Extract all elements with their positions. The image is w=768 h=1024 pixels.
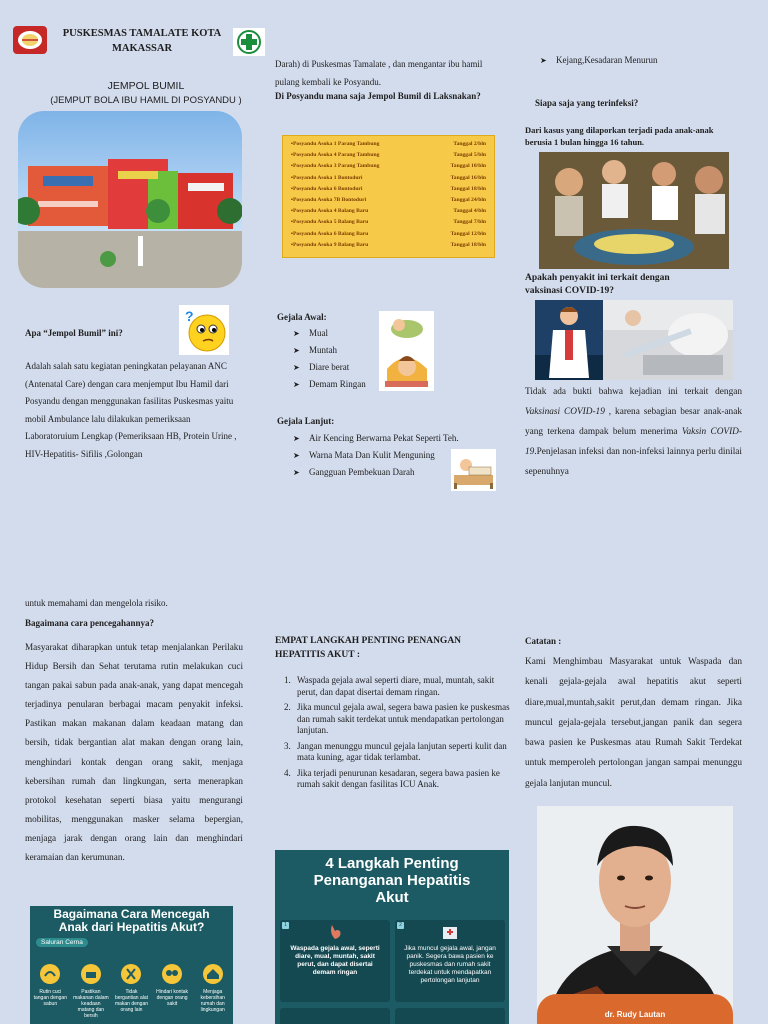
- col1-continuation: untuk memahami dan mengelola risiko.: [25, 598, 168, 608]
- schedule-row: [291, 173, 486, 184]
- prevent-item-label: Menjaga kebersihan rumah dan lingkungan: [200, 989, 225, 1013]
- schedule-row: [291, 150, 486, 161]
- covid-vaksinasi-term: Vaksinasi COVID-19: [525, 407, 605, 417]
- prevent-infographic: [30, 906, 233, 1024]
- schedule-date: Tanggal 5/bln: [453, 152, 486, 159]
- step-item: 1. Waspada gejala awal seperti diare, mual, muntah, sakit perut, dan dapat disertai demam ringan.: [293, 675, 513, 698]
- doctor-clipart: [535, 300, 603, 380]
- schedule-row: [291, 217, 486, 228]
- vaccine-syringe-illustration: [603, 300, 733, 380]
- prevent-item: [32, 964, 68, 1019]
- late-symptoms-heading: Gejala Lanjut:: [277, 416, 335, 426]
- covid-heading: Apakah penyakit ini terkait dengan vaksinasi COVID-19?: [525, 273, 670, 296]
- nausea-clipart-icon: [379, 311, 434, 391]
- schedule-posyandu-name: ▪ Posyandu Asoka 4 Balang Baru: [291, 206, 368, 217]
- sick-person-clipart: [379, 311, 434, 391]
- symptom-item: ➤ Gangguan Pembekuan Darah: [293, 464, 493, 481]
- vaccination-photo: [603, 300, 733, 380]
- prevent-infographic-tag: Saluran Cerna: [36, 938, 88, 947]
- symptom-item: ➤ Mual: [293, 325, 443, 342]
- schedule-posyandu-name: ▪ Posyandu Asoka 4 Parang Tambung: [291, 150, 379, 161]
- prevent-item-label: Pastikan makanan dalam keadaan matang dan bersih: [73, 989, 109, 1019]
- thinking-face-icon: [179, 305, 229, 355]
- prevent-item-label: Hindari kontak dengan orang sakit: [156, 989, 189, 1007]
- step-card-partial: [280, 1008, 390, 1024]
- symptom-item: ➤ Kejang,Kesadaran Menurun: [540, 52, 740, 69]
- steps-infographic: [275, 850, 509, 1024]
- puskesmas-logo: [12, 25, 48, 55]
- notes-heading: Catatan :: [525, 636, 562, 646]
- symptom-item: ➤ Warna Mata Dan Kulit Menguning: [293, 447, 493, 464]
- green-cross-icon: [233, 28, 265, 56]
- prevent-item: [113, 964, 149, 1019]
- schedule-posyandu-name: ▪ Posyandu Asoka 1 Bontoduri: [291, 173, 362, 184]
- header-title: [50, 26, 234, 56]
- prevent-item: [195, 964, 231, 1019]
- children-eating-photo: [539, 152, 729, 269]
- doctor-icon: [535, 300, 603, 380]
- steps-list: [275, 675, 513, 795]
- doctor-portrait: [537, 806, 733, 1024]
- handwash-icon: [40, 964, 60, 984]
- what-is-body: Adalah salah satu kegiatan peningkatan pelayanan ANC (Antenatal Care) dengan cara menjemput Ibu Hamil dari Posyandu dengan menggunakan fasilitas Puskesmas yaitu mobil Ambulance lalu dilakukan pemeriksaan Laboratoruium Lengkap (Pemeriksaan HB, Protein Urine , HIV-Hepatitis- Sifilis ,Golongan: [25, 361, 237, 459]
- prevent-icons-row: [30, 964, 233, 1019]
- schedule-date: Tanggal 10/bln: [450, 163, 486, 170]
- schedule-row: [291, 184, 486, 195]
- schedule-date: Tanggal 16/bln: [450, 174, 486, 181]
- step-card-partial: [395, 1008, 505, 1024]
- doctor-portrait-illustration: [537, 806, 733, 1024]
- step-item: 2. Jika muncul gejala awal, segera bawa pasien ke puskesmas dan rumah sakit terdekat untuk mendapatkan pertolongan lanjutan.: [293, 702, 513, 737]
- schedule-posyandu-name: ▪ Posyandu Asoka 1 Parang Tambung: [291, 139, 379, 150]
- covid-vaksin-term: Vaksin COVID-19: [525, 427, 742, 457]
- prevent-item-label: Tidak bergantian alat makan dengan orang lain: [114, 989, 149, 1013]
- header-title-line1: PUSKESMAS TAMALATE KOTA: [62, 28, 222, 39]
- schedule-row: [291, 206, 486, 217]
- clean-house-icon: [203, 964, 223, 984]
- step-item: 4. Jika terjadi penurunan kesadaran, segera bawa pasien ke rumah sakit dengan fasilitas ICU Anak.: [293, 768, 513, 791]
- schedule-date: Tanggal 18/bln: [450, 241, 486, 248]
- schedule-date: Tanggal 24/bln: [450, 196, 486, 203]
- covid-body-part1: Tidak ada bukti bahwa kejadian ini terkait dengan: [525, 387, 742, 397]
- avoid-contact-icon: [162, 964, 182, 984]
- puskesmas-building-photo: [18, 111, 242, 288]
- header-title-line2: MAKASSAR: [111, 43, 173, 54]
- notes-body: Kami Menghimbau Masyarakat untuk Waspada dan kenali gejala-gejala awal hepatitis akut seperti diare,mual,muntah,sakit perut,dan demam ringan. Jika muncul gejala-gejala tersebut,jangan panik dan segera bawa pasien ke Puskesmas atau Rumah Sakit Terdekat untuk memperoleh pertolongan jangan sampai menunggu gejala lanjutan muncul.: [525, 657, 742, 789]
- doctor-name: dr. Rudy Lautan: [604, 1010, 666, 1019]
- stomach-icon: [327, 923, 343, 941]
- col3-top-bullet: [540, 52, 740, 69]
- prevent-item-label: Rutin cuci tangan dengan sabun: [33, 989, 67, 1007]
- step-card: [395, 920, 505, 1002]
- prevent-body: Masyarakat diharapkan untuk tetap menjalankan Perilaku Hidup Bersih dan Sehat terutama rutin melakukan cuci tangan pakai sabun pada anak-anak, yang dapat mencegah terjadinya penularan berbagai macam penyakit infeksi. Pastikan makan makanan dalam keadaan matang dan bersih, tidak bergantian alat makan dengan orang lain, menghindari kontak dengan orang sakit, menjaga kebersihan rumah dan lingkungan, serta menerapkan protokol kesehatan seperti biasa yaitu mengurangi mobilitas, menggunakan masker selama bepergian, menjaga jarak dengan orang lain dan menghindari keramaian dan kerumunan.: [25, 642, 243, 863]
- covid-body-part3: .Penjelasan infeksi dan non-infeksi lainnya perlu dinilai sepenuhnya: [525, 447, 742, 477]
- cutlery-icon: [121, 964, 141, 984]
- step-card-text: Waspada gejala awal, seperti diare, mual, muntah, sakit perut, dan dapat disertai demam ringan: [290, 945, 380, 976]
- symptom-item: ➤ Diare berat: [293, 359, 443, 376]
- thinking-emoji-image: [179, 305, 229, 355]
- schedule-date: Tanggal 4/bln: [453, 208, 486, 215]
- health-cross-logo: [233, 28, 265, 56]
- prevent-item: [154, 964, 190, 1019]
- schedule-row: [291, 240, 486, 251]
- prevent-item: [73, 964, 109, 1019]
- posyandu-schedule-table: [282, 135, 495, 258]
- schedule-posyandu-name: ▪ Posyandu Asoka 6 Balang Baru: [291, 229, 368, 240]
- who-heading: Siapa saja yang terinfeksi?: [535, 98, 639, 108]
- symptom-item: ➤ Demam Ringan: [293, 376, 443, 393]
- col2-continuation: Darah) di Puskesmas Tamalate , dan mengantar ibu hamil pulang kembali ke Posyandu.: [275, 59, 483, 87]
- schedule-date: Tanggal 18/bln: [450, 185, 486, 192]
- food-icon: [81, 964, 101, 984]
- step-card-text: Jika muncul gejala awal, jangan panik. Segera bawa pasien ke puskesmas dan rumah sakit terdekat untuk mendapatkan pertolongan lanjutan: [404, 945, 496, 984]
- schedule-date: Tanggal 12/bln: [450, 230, 486, 237]
- schedule-posyandu-name: ▪ Posyandu Asoka 6 Bontoduri: [291, 184, 362, 195]
- schedule-posyandu-name: ▪ Posyandu Asoka 7B Bontoduri: [291, 195, 366, 206]
- program-title: JEMPOL BUMIL: [107, 80, 185, 92]
- early-symptoms-heading: Gejala Awal:: [277, 312, 327, 322]
- schedule-list: [291, 139, 486, 251]
- covid-body-part2: , karena sebagian besar anak-anak yang terkena dampak belum menerima: [525, 407, 742, 437]
- covid-body: [525, 382, 742, 482]
- building-illustration: [18, 111, 242, 288]
- prevent-infographic-title: Bagaimana Cara Mencegah Anak dari Hepatitis Akut?: [53, 907, 210, 934]
- hospital-icon: [441, 923, 459, 941]
- schedule-row: [291, 229, 486, 240]
- schedule-row: [291, 139, 486, 150]
- bedridden-clipart: [451, 449, 496, 491]
- schedule-posyandu-name: ▪ Posyandu Asoka 3 Parang Tambung: [291, 161, 379, 172]
- steps-infographic-title: 4 Langkah Penting Penanganan Hepatitis Akut: [313, 855, 471, 906]
- symptom-item: ➤ Muntah: [293, 342, 443, 359]
- makassar-emblem-icon: [12, 25, 48, 55]
- schedule-row: [291, 195, 486, 206]
- schedule-posyandu-name: ▪ Posyandu Asoka 5 Balang Baru: [291, 217, 368, 228]
- steps-heading: EMPAT LANGKAH PENTING PENANGAN HEPATITIS AKUT :: [275, 636, 462, 660]
- svg-text:?: ?: [185, 308, 194, 324]
- step-item: 3. Jangan menunggu muncul gejala lanjutan seperti kulit dan mata kuning, agar tidak terlambat.: [293, 741, 513, 764]
- who-body: Dari kasus yang dilaporkan terjadi pada anak-anak berusia 1 bulan hingga 16 tahun.: [525, 125, 714, 147]
- what-is-heading: Apa “Jempol Bumil” ini?: [25, 328, 123, 338]
- step-number-badge: 1: [282, 922, 289, 929]
- schedule-row: [291, 161, 486, 172]
- schedule-date: Tanggal 2/bln: [453, 141, 486, 147]
- program-subtitle: (JEMPUT BOLA IBU HAMIL DI POSYANDU ): [50, 95, 242, 106]
- sick-in-bed-icon: [451, 449, 496, 491]
- symptom-item: ➤ Air Kencing Berwarna Pekat Seperti Teh.: [293, 430, 493, 447]
- prevent-heading: Bagaimana cara pencegahannya?: [25, 618, 155, 628]
- step-number-badge: 2: [397, 922, 404, 929]
- doctor-name-banner: [537, 994, 733, 1024]
- children-photo-illustration: [539, 152, 729, 269]
- where-heading: Di Posyandu mana saja Jempol Bumil di Laksnakan?: [275, 91, 481, 101]
- step-card: [280, 920, 390, 1002]
- schedule-date: Tanggal 7/bln: [453, 219, 486, 226]
- schedule-posyandu-name: ▪ Posyandu Asoka 9 Balang Baru: [291, 240, 368, 251]
